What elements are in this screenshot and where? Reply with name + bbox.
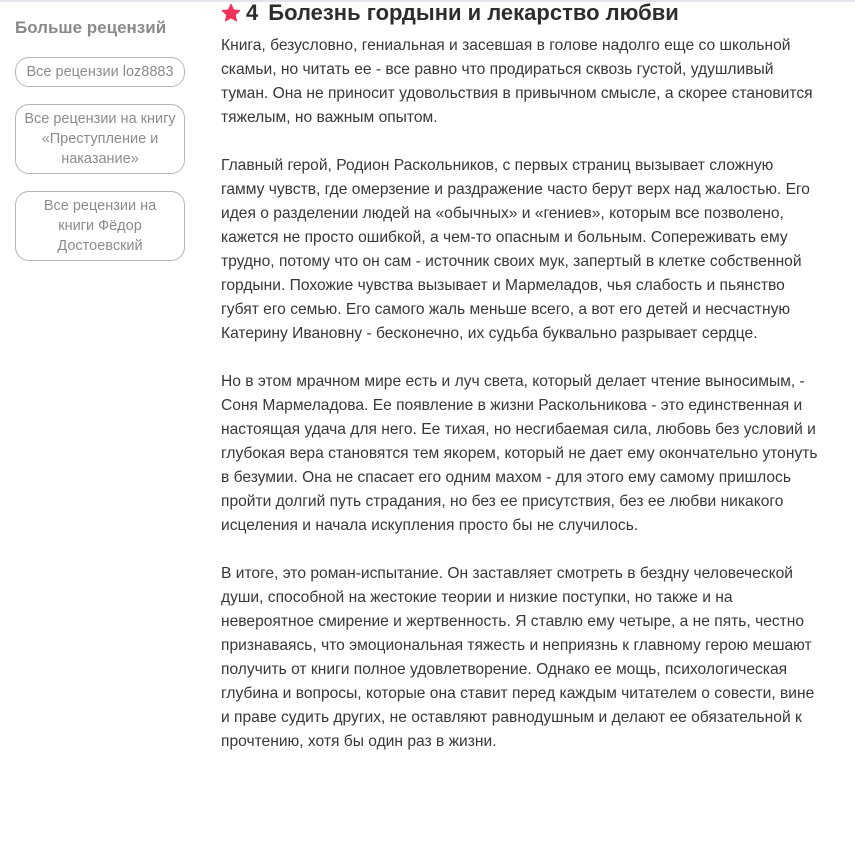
review-header — [221, 0, 821, 26]
review-paragraph: Но в этом мрачном мире есть и луч света, который делает чтение выносимым, - Соня Мармеладова. Ее появление в жизни Раскольникова - это единственная и настоящая удача для него. Ее тихая, но несгибаемая сила, любовь без условий и глубокая вера становятся тем якорем, который не дает ему окончательно утонуть в безумии. Она не спасает его одним махом - для этого ему самому пришлось пройти долгий путь страдания, но без ее присутствия, без ее любви никакого исцеления и начала искупления просто бы не случилось. — [221, 373, 818, 534]
all-reviews-of-book-button[interactable]: Все рецензии на книгу «Преступление и наказание» — [15, 104, 185, 174]
review-title: Болезнь гордыни и лекарство любви — [268, 0, 679, 25]
review — [221, 0, 821, 778]
all-reviews-by-user-button[interactable]: Все рецензии loz8883 — [15, 57, 185, 87]
star-icon — [221, 3, 241, 23]
review-paragraph: В итоге, это роман-испытание. Он заставляет смотреть в бездну человеческой души, способной на жестокие теории и низкие поступки, но также и на невероятное смирение и жертвенность. Я ставлю ему четыре, а не пять, честно признаваясь, что эмоциональная тяжесть и неприязнь к главному герою мешают получить от книги полное удовлетворение. Однако ее мощь, психологическая глубина и вопросы, которые она ставит перед каждым читателем о совести, вине и праве судить других, не оставляют равнодушным и делают ее обязательной к прочтению, хотя бы один раз в жизни. — [221, 565, 815, 750]
review-paragraph: Главный герой, Родион Раскольников, с первых страниц вызывает сложную гамму чувств, где омерзение и раздражение часто берут верх над жалостью. Его идея о разделении людей на «обычных» и «гениев», которым все позволено, кажется не просто ошибкой, а чем-то опасным и больным. Сопереживать ему трудно, потому что он сам - источник своих мук, запертый в клетке собственной гордыни. Похожие чувства вызывает и Мармеладов, чья слабость и пьянство губят его семью. Его самого жаль меньше всего, а вот его детей и несчастную Катерину Ивановну - бесконечно, их судьба буквально разрывает сердце. — [221, 157, 810, 342]
review-rating: 4 — [246, 0, 259, 25]
review-paragraph: Книга, безусловно, гениальная и засевшая в голове надолго еще со школьной скамьи, но читать ее - все равно что продираться сквозь густой, удушливый туман. Она не приносит удовольствия в привычном смысле, а скорее становится тяжелым, но важным опытом. — [221, 37, 813, 126]
all-reviews-of-author-button[interactable]: Все рецензии на книги Фёдор Достоевский — [15, 191, 185, 261]
more-reviews-heading: Больше рецензий — [15, 18, 167, 37]
review-body — [221, 34, 821, 754]
more-reviews-sidebar — [15, 16, 185, 278]
